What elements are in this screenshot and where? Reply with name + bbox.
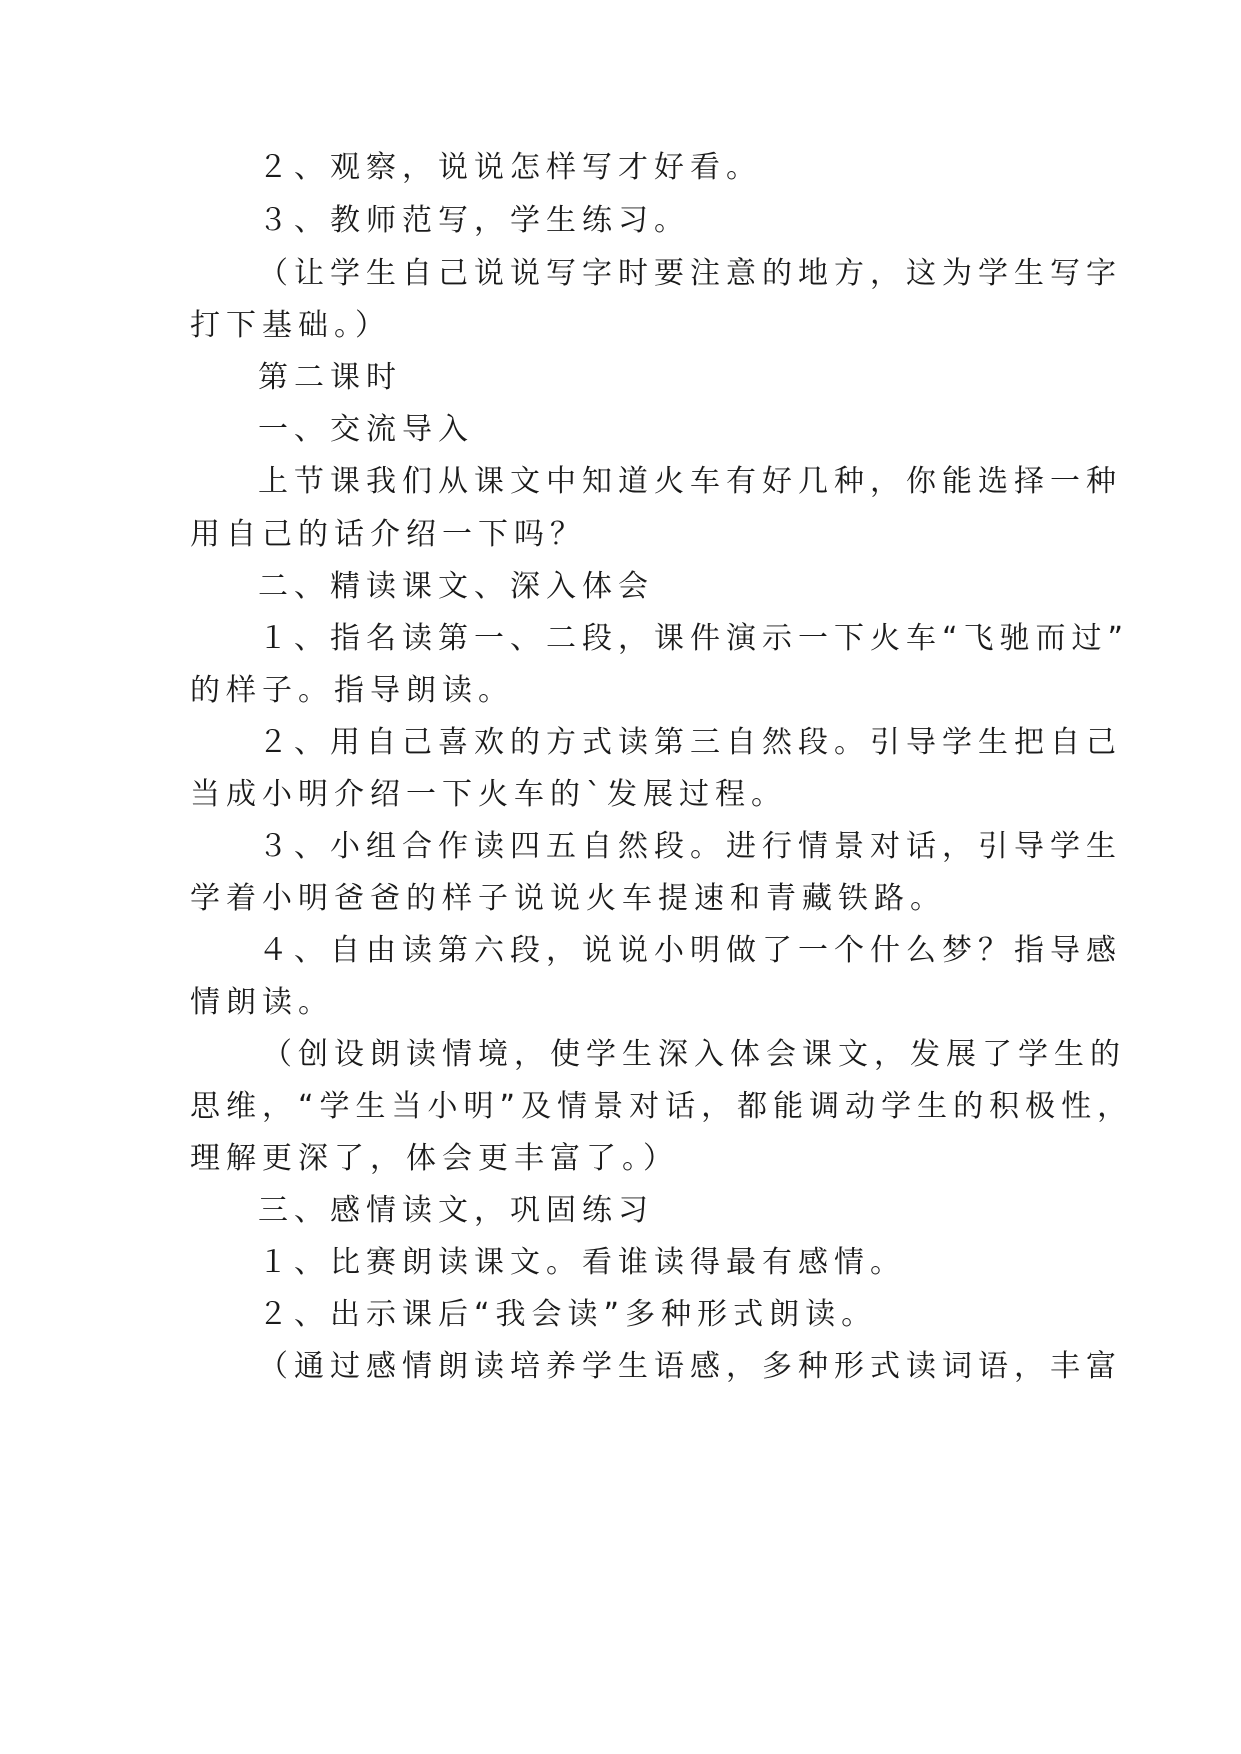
paragraph-line: ４、自由读第六段，说说小明做了一个什么梦？指导感 (258, 933, 1122, 968)
paragraph-line: 情朗读。 (190, 985, 334, 1020)
paragraph-line: 用自己的话介绍一下吗？ (190, 517, 586, 552)
paragraph-line: 的样子。指导朗读。 (190, 673, 514, 708)
paragraph-line: （让学生自己说说写字时要注意的地方，这为学生写字 (258, 256, 1122, 291)
paragraph-line: 学着小明爸爸的样子说说火车提速和青藏铁路。 (190, 881, 946, 916)
paragraph-line: 理解更深了，体会更丰富了。） (190, 1141, 679, 1176)
section-heading: 二、精读课文、深入体会 (258, 569, 654, 604)
paragraph-line: ２、观察，说说怎样写才好看。 (258, 150, 762, 185)
paragraph-line: １、指名读第一、二段，课件演示一下火车“飞驰而过” (258, 621, 1130, 656)
paragraph-line: １、比赛朗读课文。看谁读得最有感情。 (258, 1245, 906, 1280)
paragraph-line: 当成小明介绍一下火车的`发展过程。 (190, 777, 787, 812)
section-heading: 一、交流导入 (258, 412, 474, 447)
paragraph-line: 上节课我们从课文中知道火车有好几种，你能选择一种 (258, 464, 1122, 499)
section-heading: 第二课时 (258, 360, 402, 395)
paragraph-line: 打下基础。） (190, 308, 391, 343)
paragraph-line: 思维，“学生当小明”及情景对话，都能调动学生的积极性， (190, 1089, 1134, 1124)
paragraph-line: ３、教师范写，学生练习。 (258, 203, 690, 238)
paragraph-line: ２、用自己喜欢的方式读第三自然段。引导学生把自己 (258, 725, 1122, 760)
paragraph-line: （通过感情朗读培养学生语感，多种形式读词语，丰富 (258, 1349, 1122, 1384)
paragraph-line: ３、小组合作读四五自然段。进行情景对话，引导学生 (258, 829, 1122, 864)
section-heading: 三、感情读文，巩固练习 (258, 1193, 654, 1228)
paragraph-line: （创设朗读情境，使学生深入体会课文，发展了学生的 (262, 1037, 1126, 1072)
paragraph-line: ２、出示课后“我会读”多种形式朗读。 (258, 1297, 878, 1332)
